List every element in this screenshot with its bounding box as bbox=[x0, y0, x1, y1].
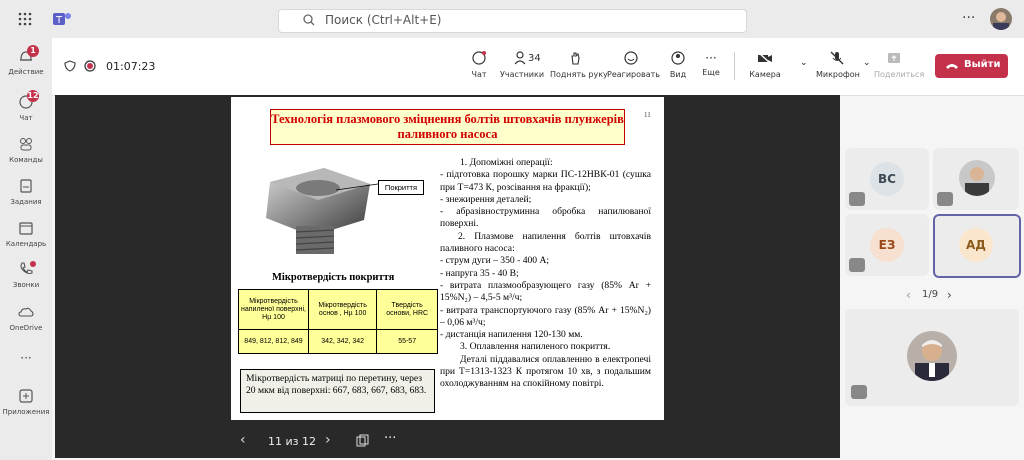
search-input[interactable] bbox=[278, 9, 747, 33]
hangup-icon bbox=[945, 61, 959, 74]
search-placeholder: Поиск (Ctrl+Alt+E) bbox=[325, 13, 442, 27]
search-icon bbox=[303, 14, 315, 29]
slide-more-icon[interactable]: ··· bbox=[384, 431, 397, 446]
table-cell: 342, 342, 342 bbox=[309, 330, 377, 354]
leave-button[interactable]: Выйти bbox=[935, 54, 1008, 78]
hardness-heading: Мікротвердість покриття bbox=[272, 272, 395, 283]
user-avatar[interactable] bbox=[990, 8, 1012, 30]
self-video-tile[interactable] bbox=[845, 309, 1019, 406]
camera-button[interactable]: Камера bbox=[748, 50, 782, 79]
raise-hand-button[interactable]: Поднять руку bbox=[550, 50, 602, 79]
rail-label: Действие bbox=[8, 68, 44, 76]
more-button[interactable]: ··· Еще bbox=[702, 51, 720, 77]
table-header: Мікротвердість напиленої поверхні, Hµ 100 bbox=[239, 290, 309, 330]
react-button[interactable]: Реагировать bbox=[607, 50, 655, 79]
slide-title: Технологія плазмового зміцнення болтів штовхачів плунжерів паливного насоса bbox=[271, 112, 624, 141]
rail-item-apps[interactable] bbox=[0, 388, 52, 416]
calendar-icon bbox=[18, 226, 34, 239]
activity-badge: 1 bbox=[27, 45, 39, 57]
table-cell: 849, 812, 812, 849 bbox=[239, 330, 309, 354]
rail-item-calendar[interactable] bbox=[0, 220, 52, 248]
smile-icon bbox=[623, 50, 639, 66]
phone-icon bbox=[18, 267, 34, 280]
slide-page-number: 11 bbox=[644, 111, 651, 119]
avatar: АД bbox=[959, 228, 993, 262]
hardness-table bbox=[238, 289, 438, 354]
rail-item-assignments[interactable] bbox=[0, 178, 52, 206]
svg-text:T: T bbox=[56, 15, 63, 26]
mic-muted-icon bbox=[849, 192, 865, 206]
view-button[interactable]: Вид bbox=[664, 50, 692, 79]
rail-label: Календарь bbox=[5, 240, 47, 248]
rail-item-more[interactable] bbox=[0, 350, 52, 365]
rail-label: Команды bbox=[9, 156, 43, 164]
assignments-icon bbox=[18, 184, 34, 197]
add-app-icon bbox=[18, 394, 34, 407]
rail-label: Задания bbox=[10, 198, 42, 206]
top-bar bbox=[0, 0, 1024, 39]
mic-off-icon bbox=[829, 50, 845, 66]
rail-label: Приложения bbox=[2, 408, 50, 416]
slide-counter: 11 из 12 bbox=[268, 435, 316, 448]
pager-prev-icon[interactable]: ‹ bbox=[906, 288, 911, 302]
more-options-icon[interactable]: ··· bbox=[962, 10, 976, 26]
prev-slide-icon[interactable]: ‹ bbox=[240, 432, 246, 448]
microphone-button[interactable]: Микрофон bbox=[816, 50, 858, 79]
share-icon bbox=[886, 50, 902, 66]
more-apps-icon: ··· bbox=[20, 351, 32, 365]
rail-item-activity[interactable] bbox=[0, 48, 52, 76]
chat-badge: 12 bbox=[27, 91, 39, 100]
participant-tile[interactable] bbox=[845, 214, 929, 276]
next-slide-icon[interactable]: › bbox=[325, 432, 331, 448]
table-cell: 55-57 bbox=[377, 330, 438, 354]
chat-icon bbox=[471, 50, 487, 66]
mic-muted-icon bbox=[851, 385, 867, 399]
slide-grid-icon[interactable] bbox=[356, 434, 369, 450]
camera-off-icon bbox=[757, 50, 773, 66]
teams-icon bbox=[18, 142, 34, 155]
slide-body: 1. Допоміжні операції: - підготовка порошку марки ПС-12НВК-01 (сушка при Т=473 К, розсівання на фракції); - знежирення деталей; - абразівноструминна обробка напилюваної поверхні. 2. Плазмове напилення болтів штовхачів паливного насоса: - струм дуги – 350 - 400 А; - напруга 35 - 40 В; - витрата плазмообразующего газу (85% Ar + 15%N₂) – 4,5-5 м³/ч; - витрата транспортуючого газу (85% Ar + 15%N₂) – 0,06 м³/ч; - дистанція напилення 120-130 мм. 3. Оплавлення напиленого покриття. Деталі піддавалися оплавленню в електропечі при Т=1313-1323 К протягом 10 хв, з подальшим охолоджуванням на спокійному повітрі. bbox=[440, 157, 651, 390]
participant-tile[interactable] bbox=[845, 148, 929, 210]
teams-logo-icon bbox=[53, 11, 71, 27]
meeting-timer: 01:07:23 bbox=[106, 60, 156, 73]
slide-title-box bbox=[270, 109, 625, 145]
meeting-toolbar bbox=[52, 38, 1024, 96]
bolt-photo bbox=[252, 160, 380, 260]
more-icon: ··· bbox=[705, 51, 717, 65]
hand-icon bbox=[568, 50, 584, 66]
rail-label: OneDrive bbox=[9, 324, 43, 332]
mic-muted-icon bbox=[937, 192, 953, 206]
shield-icon bbox=[64, 60, 76, 75]
mic-muted-icon bbox=[849, 258, 865, 272]
matrix-hardness-note: Мікротвердість матриці по перетину, через 20 мкм від поверхні: 667, 683, 667, 683, 683. bbox=[240, 369, 435, 413]
table-header: Мікротвердість основ , Hµ 100 bbox=[309, 290, 377, 330]
coating-callout: Покриття bbox=[378, 180, 424, 195]
left-rail bbox=[0, 38, 52, 460]
app-launcher-icon[interactable] bbox=[18, 12, 32, 26]
recording-icon bbox=[84, 60, 96, 75]
participant-tile-active[interactable] bbox=[933, 214, 1021, 278]
avatar: ЕЗ bbox=[870, 228, 904, 262]
self-avatar-photo bbox=[907, 331, 957, 381]
divider bbox=[734, 52, 735, 80]
avatar: ВС bbox=[870, 162, 904, 196]
camera-chevron-icon[interactable]: ⌄ bbox=[800, 58, 808, 68]
rail-label: Чат bbox=[19, 114, 33, 122]
chat-button[interactable]: Чат bbox=[464, 50, 494, 79]
view-icon bbox=[670, 50, 686, 66]
cloud-icon bbox=[18, 310, 34, 323]
pager-next-icon[interactable]: › bbox=[947, 288, 952, 302]
participant-pager: 1/9 bbox=[922, 289, 939, 300]
rail-item-calls[interactable] bbox=[0, 261, 52, 289]
participants-button[interactable]: 34 Участники bbox=[500, 50, 544, 79]
rail-item-chat[interactable] bbox=[0, 91, 52, 122]
rail-item-teams[interactable] bbox=[0, 136, 52, 164]
mic-chevron-icon[interactable]: ⌄ bbox=[863, 58, 871, 68]
share-button[interactable]: Поделиться bbox=[874, 50, 914, 79]
participants-count: 34 bbox=[528, 53, 541, 64]
table-header: Твердість основи, HRC bbox=[377, 290, 438, 330]
rail-label: Звонки bbox=[12, 281, 40, 289]
avatar-photo bbox=[959, 160, 995, 196]
calls-dot bbox=[30, 261, 36, 267]
participant-tile[interactable] bbox=[933, 148, 1019, 210]
rail-item-onedrive[interactable] bbox=[0, 304, 52, 332]
